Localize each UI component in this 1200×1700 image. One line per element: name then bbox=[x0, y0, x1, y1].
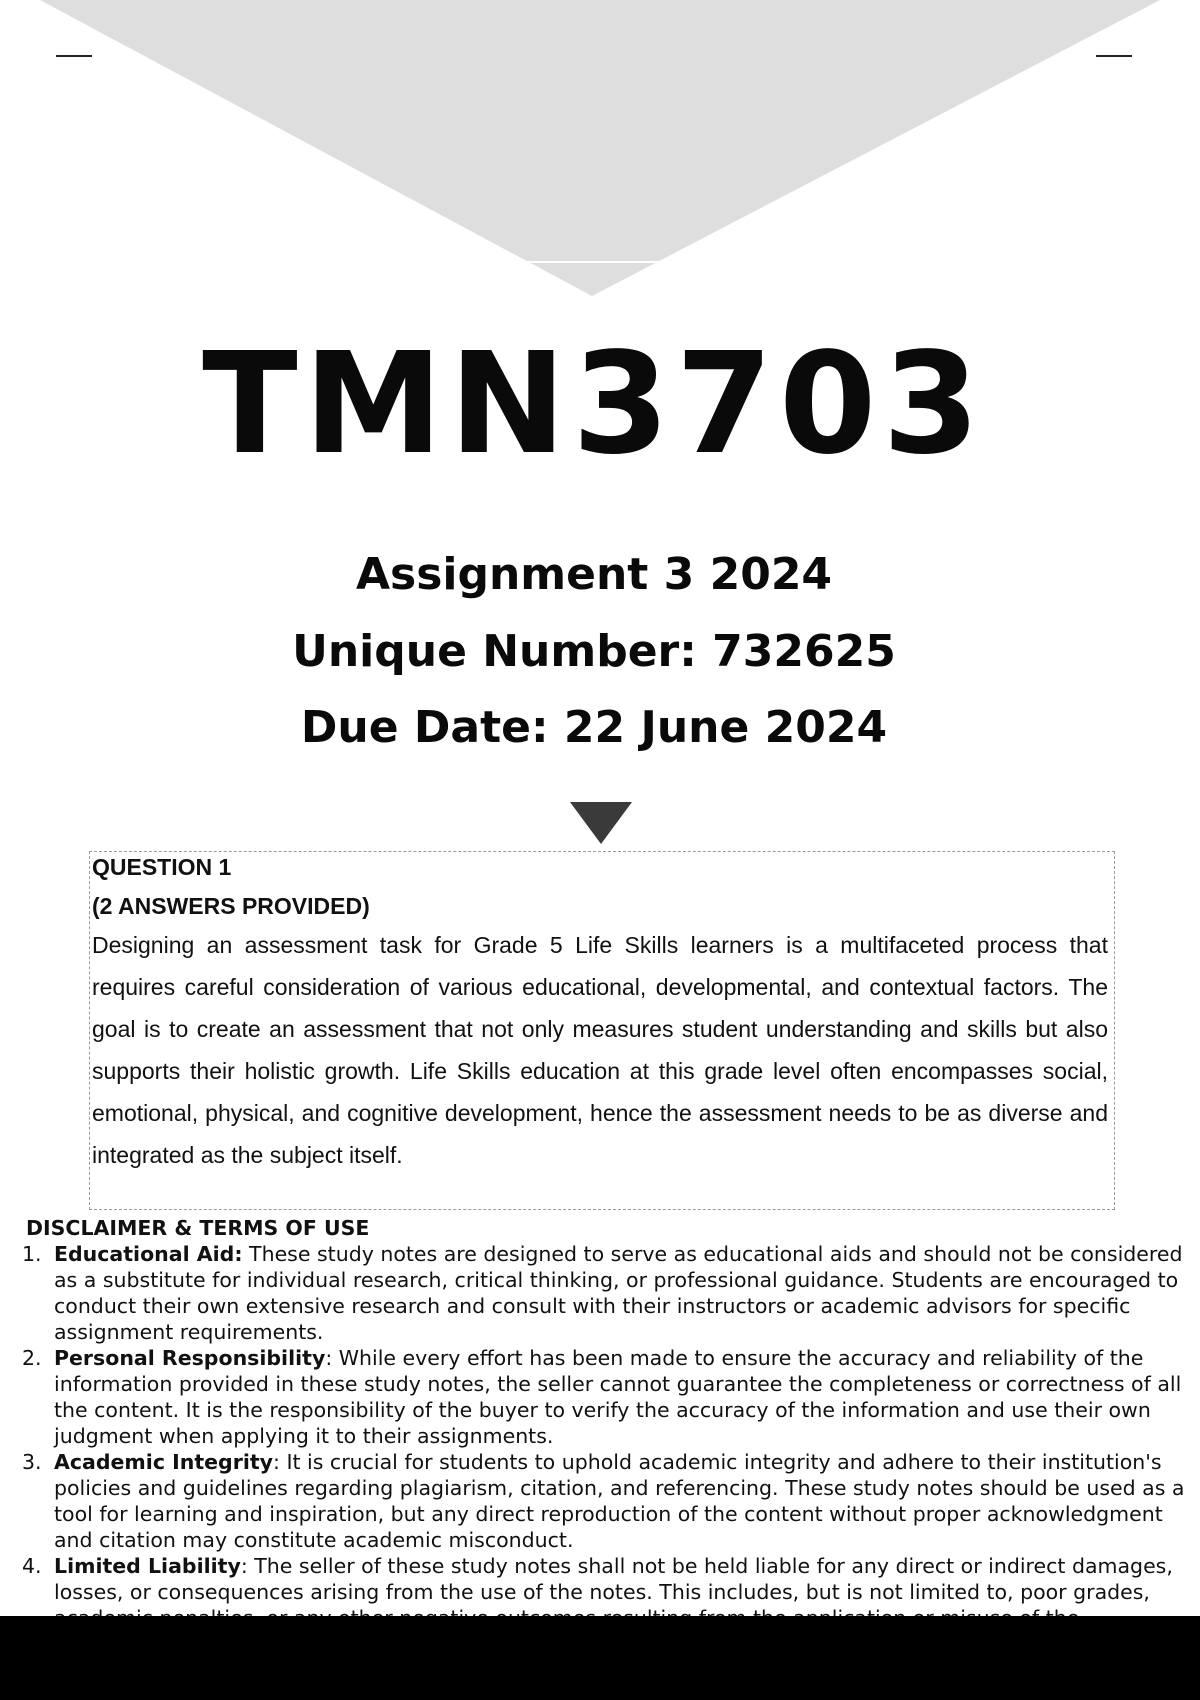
question-box bbox=[89, 851, 1115, 1210]
disclaimer-item bbox=[22, 1449, 1188, 1553]
chevron-banner-graphic bbox=[0, 0, 1200, 300]
disclaimer-item-text: : The seller of these study notes shall not be held liable for any direct or indirect damages, losses, or consequences arising from the use of the notes. This includes, but is not limited to, poor grades, bbox=[54, 1554, 1173, 1604]
disclaimer-item-text: These study notes are designed to serve as educational aids and should not be considered as a substitute for individual research, critical thinking, or professional guidance. Students are encouraged to conduct their own extensive research and consult with their instructors or academic advisors for specific assignment requirements. bbox=[54, 1242, 1183, 1344]
disclaimer-item-number: 1. bbox=[22, 1242, 42, 1266]
disclaimer-list bbox=[22, 1241, 1188, 1657]
disclaimer-item bbox=[22, 1345, 1188, 1449]
course-code-title: TMN3703 bbox=[202, 323, 986, 486]
question-subheading: (2 ANSWERS PROVIDED) bbox=[92, 893, 370, 919]
corner-mark-left bbox=[56, 55, 92, 57]
chevron-shape bbox=[40, 0, 1160, 296]
disclaimer-item-text: : It is crucial for students to uphold academic integrity and adhere to their institution's policies and guidelines regarding plagiarism, citation, and referencing. These study notes should be used as a tool for learning and inspiration, but any direct reproduction of the content without proper acknowledgment and citation may constitute academic misconduct. bbox=[54, 1450, 1185, 1552]
disclaimer-item-term: Limited Liability bbox=[54, 1554, 241, 1578]
disclaimer-section bbox=[22, 1215, 1188, 1657]
disclaimer-item-number: 4. bbox=[22, 1554, 42, 1578]
due-date-label: Due Date: 22 June 2024 bbox=[300, 702, 888, 753]
disclaimer-item-number: 2. bbox=[22, 1346, 42, 1370]
triangle-down-icon bbox=[570, 802, 632, 844]
assignment-label: Assignment 3 2024 bbox=[355, 549, 833, 600]
question-heading: QUESTION 1 bbox=[92, 854, 232, 880]
disclaimer-item-number: 3. bbox=[22, 1450, 42, 1474]
question-body: Designing an assessment task for Grade 5 Life Skills learners is a multifaceted process that requires careful consideration of various educational, developmental, and contextual factors. The goal is to create an assessment that not only measures student understanding and skills but also supports their holistic growth. Life Skills education at this grade level often encompasses social, emotional, physical, and cognitive development, hence the assessment needs to be as diverse and integrated as the subject itself. bbox=[92, 932, 1108, 1168]
disclaimer-item-term: Educational Aid: bbox=[54, 1242, 243, 1266]
disclaimer-item-term: Personal Responsibility bbox=[54, 1346, 326, 1370]
unique-number-label: Unique Number: 732625 bbox=[292, 626, 896, 677]
disclaimer-title: DISCLAIMER & TERMS OF USE bbox=[26, 1216, 370, 1240]
disclaimer-item-text: : While every effort has been made to ensure the accuracy and reliability of the information provided in these study notes, the seller cannot guarantee the completeness or correctness of all the content. It is the responsibility of the buyer to verify the accuracy of the information and use their own judgment when applying it to their assignments. bbox=[54, 1346, 1182, 1448]
bottom-black-bar bbox=[0, 1616, 1200, 1700]
corner-mark-right bbox=[1096, 55, 1132, 57]
disclaimer-item-term: Academic Integrity bbox=[54, 1450, 274, 1474]
disclaimer-item bbox=[22, 1241, 1188, 1345]
